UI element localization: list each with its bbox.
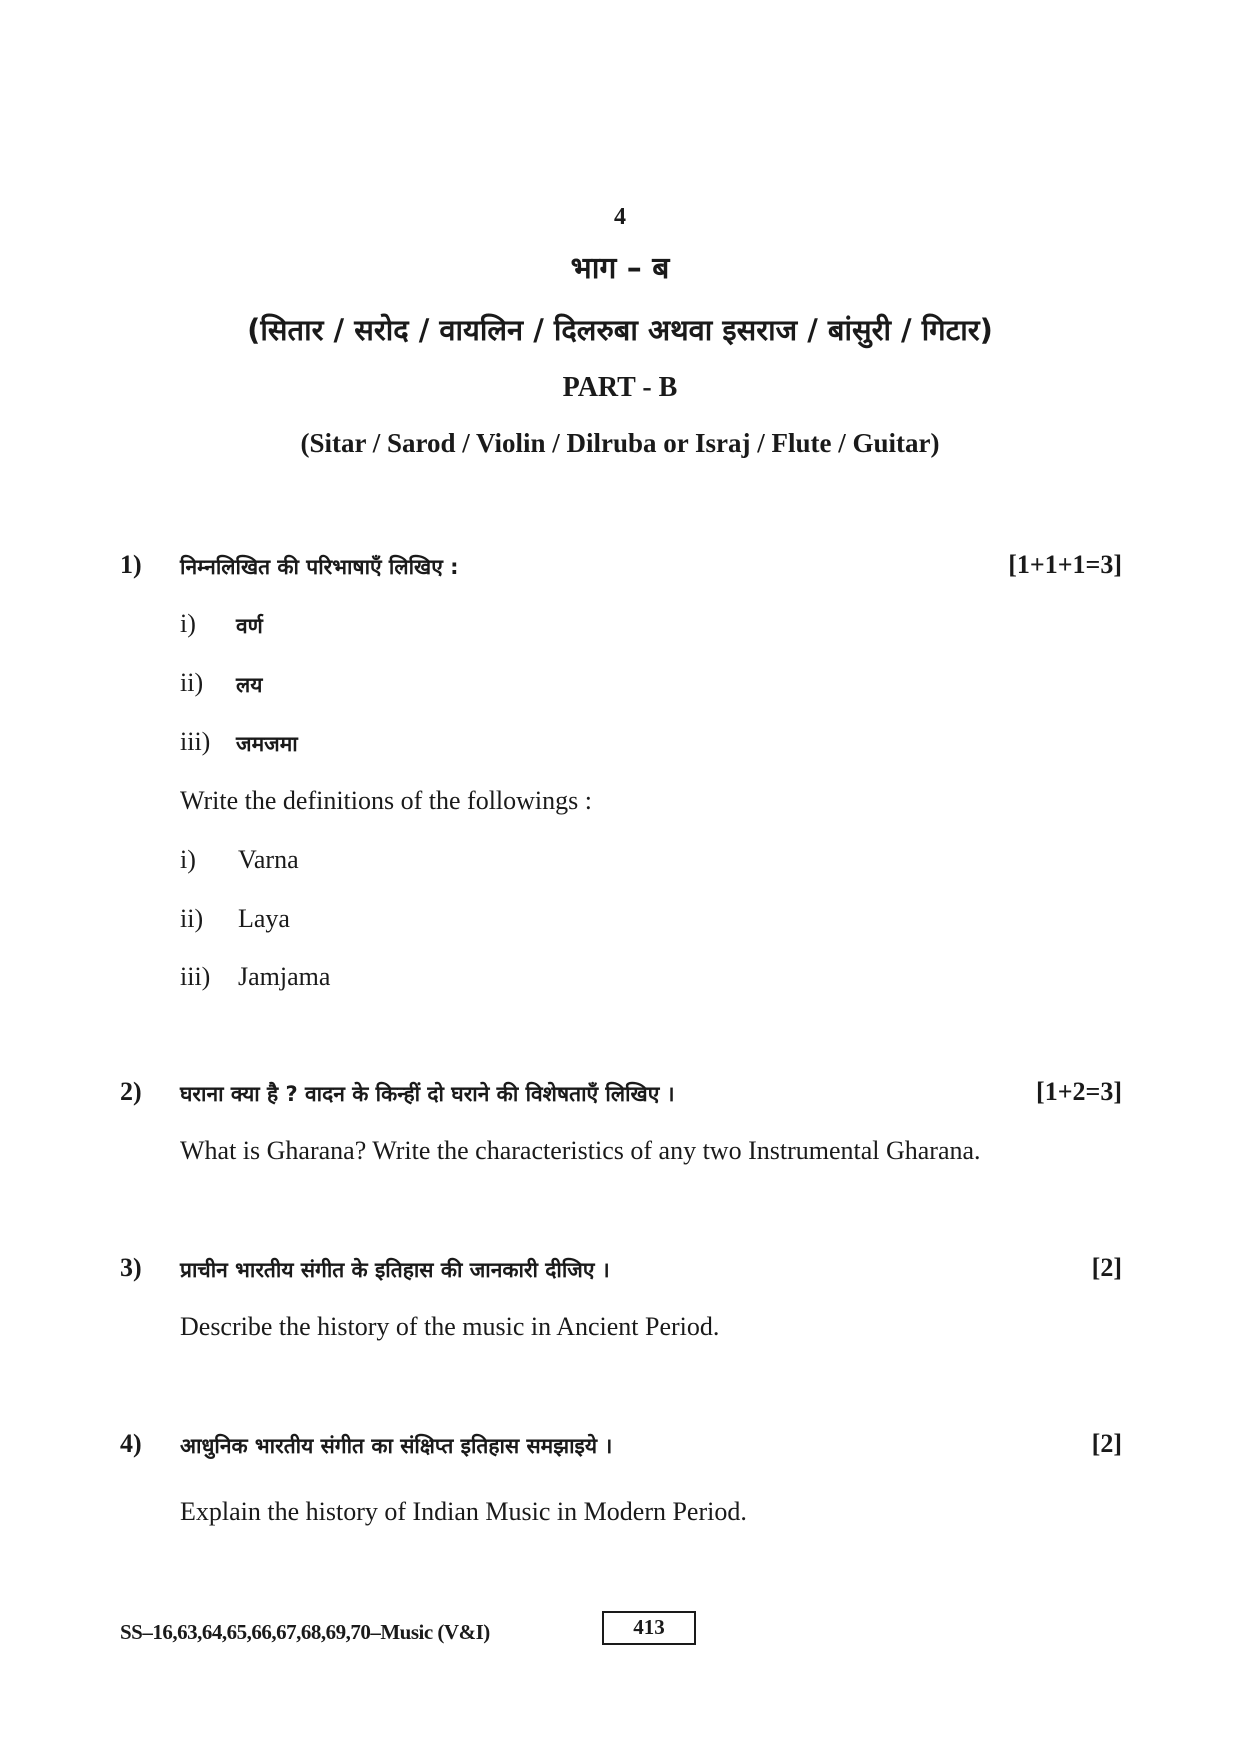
page-number: 4 — [614, 204, 626, 230]
question-marks: [2] — [1091, 1429, 1122, 1458]
question-number: 2) — [120, 1077, 142, 1106]
question-hindi-text: आधुनिक भारतीय संगीत का संक्षिप्त इतिहास समझाइये । — [180, 1434, 613, 1458]
item-roman: iii) — [180, 727, 211, 756]
item-english-text: Laya — [238, 904, 290, 933]
item-english-text: Jamjama — [238, 962, 331, 991]
question-english-text: Describe the history of the music in Ancient Period. — [180, 1312, 720, 1341]
question-hindi-text: घराना क्या है ? वादन के किन्हीं दो घराने की विशेषताएँ लिखिए । — [180, 1082, 675, 1106]
hindi-instruments-subtitle: (सितार / सरोद / वायलिन / दिलरुबा अथवा इसराज / बांसुरी / गिटार) — [247, 313, 993, 347]
english-instruments-subtitle: (Sitar / Sarod / Violin / Dilruba or Israj / Flute / Guitar) — [300, 428, 940, 458]
english-part-title: PART - B — [562, 372, 678, 403]
question-number: 3) — [120, 1253, 142, 1282]
question-english-text: Explain the history of Indian Music in Modern Period. — [180, 1497, 747, 1526]
question-number: 4) — [120, 1429, 142, 1458]
question-number: 1) — [120, 550, 142, 579]
item-hindi-text: लय — [236, 673, 263, 697]
item-roman: iii) — [180, 962, 211, 991]
paper-code: SS–16,63,64,65,66,67,68,69,70–Music (V&I) — [120, 1620, 490, 1644]
question-english-text: What is Gharana? Write the characteristics of any two Instrumental Gharana. — [180, 1136, 981, 1165]
item-hindi-text: जमजमा — [236, 732, 298, 756]
item-roman: ii) — [180, 904, 204, 933]
question-marks: [2] — [1091, 1253, 1122, 1282]
question-hindi-text: निम्नलिखित की परिभाषाएँ लिखिए : — [180, 555, 459, 579]
item-roman: ii) — [180, 668, 204, 697]
item-hindi-text: वर्ण — [236, 614, 263, 638]
hindi-part-title: भाग – ब — [570, 251, 670, 286]
item-english-text: Varna — [238, 845, 299, 874]
paper-number-box: 413 — [602, 1611, 696, 1645]
question-marks: [1+2=3] — [1036, 1077, 1122, 1106]
question-marks: [1+1+1=3] — [1008, 550, 1122, 579]
item-roman: i) — [180, 845, 196, 874]
item-roman: i) — [180, 609, 196, 638]
question-hindi-text: प्राचीन भारतीय संगीत के इतिहास की जानकारी दीजिए । — [180, 1258, 610, 1282]
question-english-text: Write the definitions of the followings : — [180, 786, 592, 815]
